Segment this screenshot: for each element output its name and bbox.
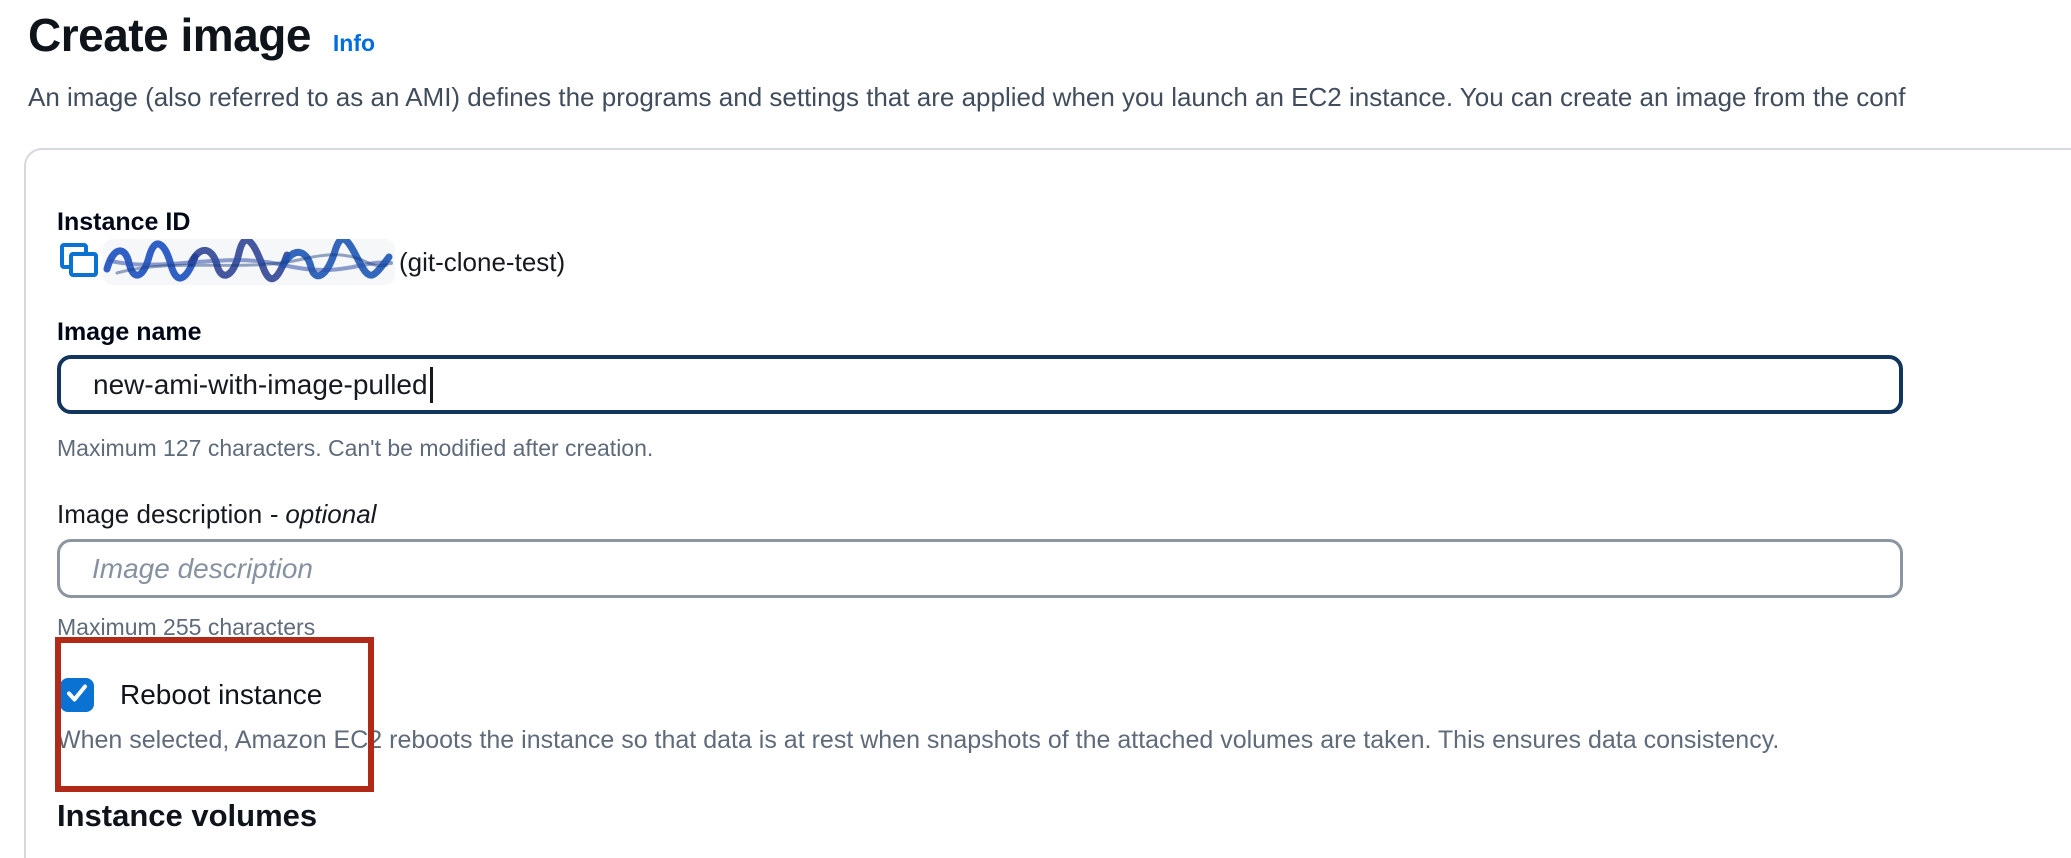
page-title: Create image xyxy=(28,9,311,61)
instance-id-label: Instance ID xyxy=(57,208,191,236)
image-description-input[interactable] xyxy=(57,539,1903,598)
reboot-instance-label: Reboot instance xyxy=(120,679,323,710)
image-description-placeholder: Image description xyxy=(92,552,314,584)
image-name-value: new-ami-with-image-pulled xyxy=(93,368,428,400)
info-link[interactable]: Info xyxy=(332,30,376,56)
reboot-instance-checkbox[interactable] xyxy=(60,678,94,712)
copy-instance-id-button[interactable] xyxy=(57,240,99,284)
image-name-constraint: Maximum 127 characters. Can't be modified after creation. xyxy=(57,435,654,461)
image-description-constraint: Maximum 255 characters xyxy=(57,614,316,640)
image-description-label-text: Image description xyxy=(57,499,263,529)
instance-name-text: (git-clone-test) xyxy=(399,246,566,277)
reboot-instance-checkbox-row[interactable] xyxy=(60,678,322,712)
checkmark-icon xyxy=(64,680,90,711)
instance-id-row xyxy=(57,236,565,288)
page-description: An image (also referred to as an AMI) defines the programs and settings that are applied when you launch an EC2 instance. You can create an image from the conf xyxy=(28,82,1906,112)
instance-volumes-heading: Instance volumes xyxy=(57,798,318,833)
page-header xyxy=(28,8,375,62)
optional-tag: - optional xyxy=(269,499,377,529)
copy-icon xyxy=(57,239,99,286)
reboot-instance-description: When selected, Amazon EC2 reboots the instance so that data is at rest when snapshots of the attached volumes are taken. This ensures data consistency. xyxy=(57,726,1780,754)
image-description-label xyxy=(57,499,376,530)
image-name-input[interactable] xyxy=(57,355,1903,414)
create-image-form-panel xyxy=(24,148,2071,858)
instance-id-redacted[interactable] xyxy=(103,239,395,285)
text-cursor xyxy=(430,367,433,403)
redaction-scribble-icon xyxy=(103,239,395,285)
image-name-label: Image name xyxy=(57,318,202,346)
